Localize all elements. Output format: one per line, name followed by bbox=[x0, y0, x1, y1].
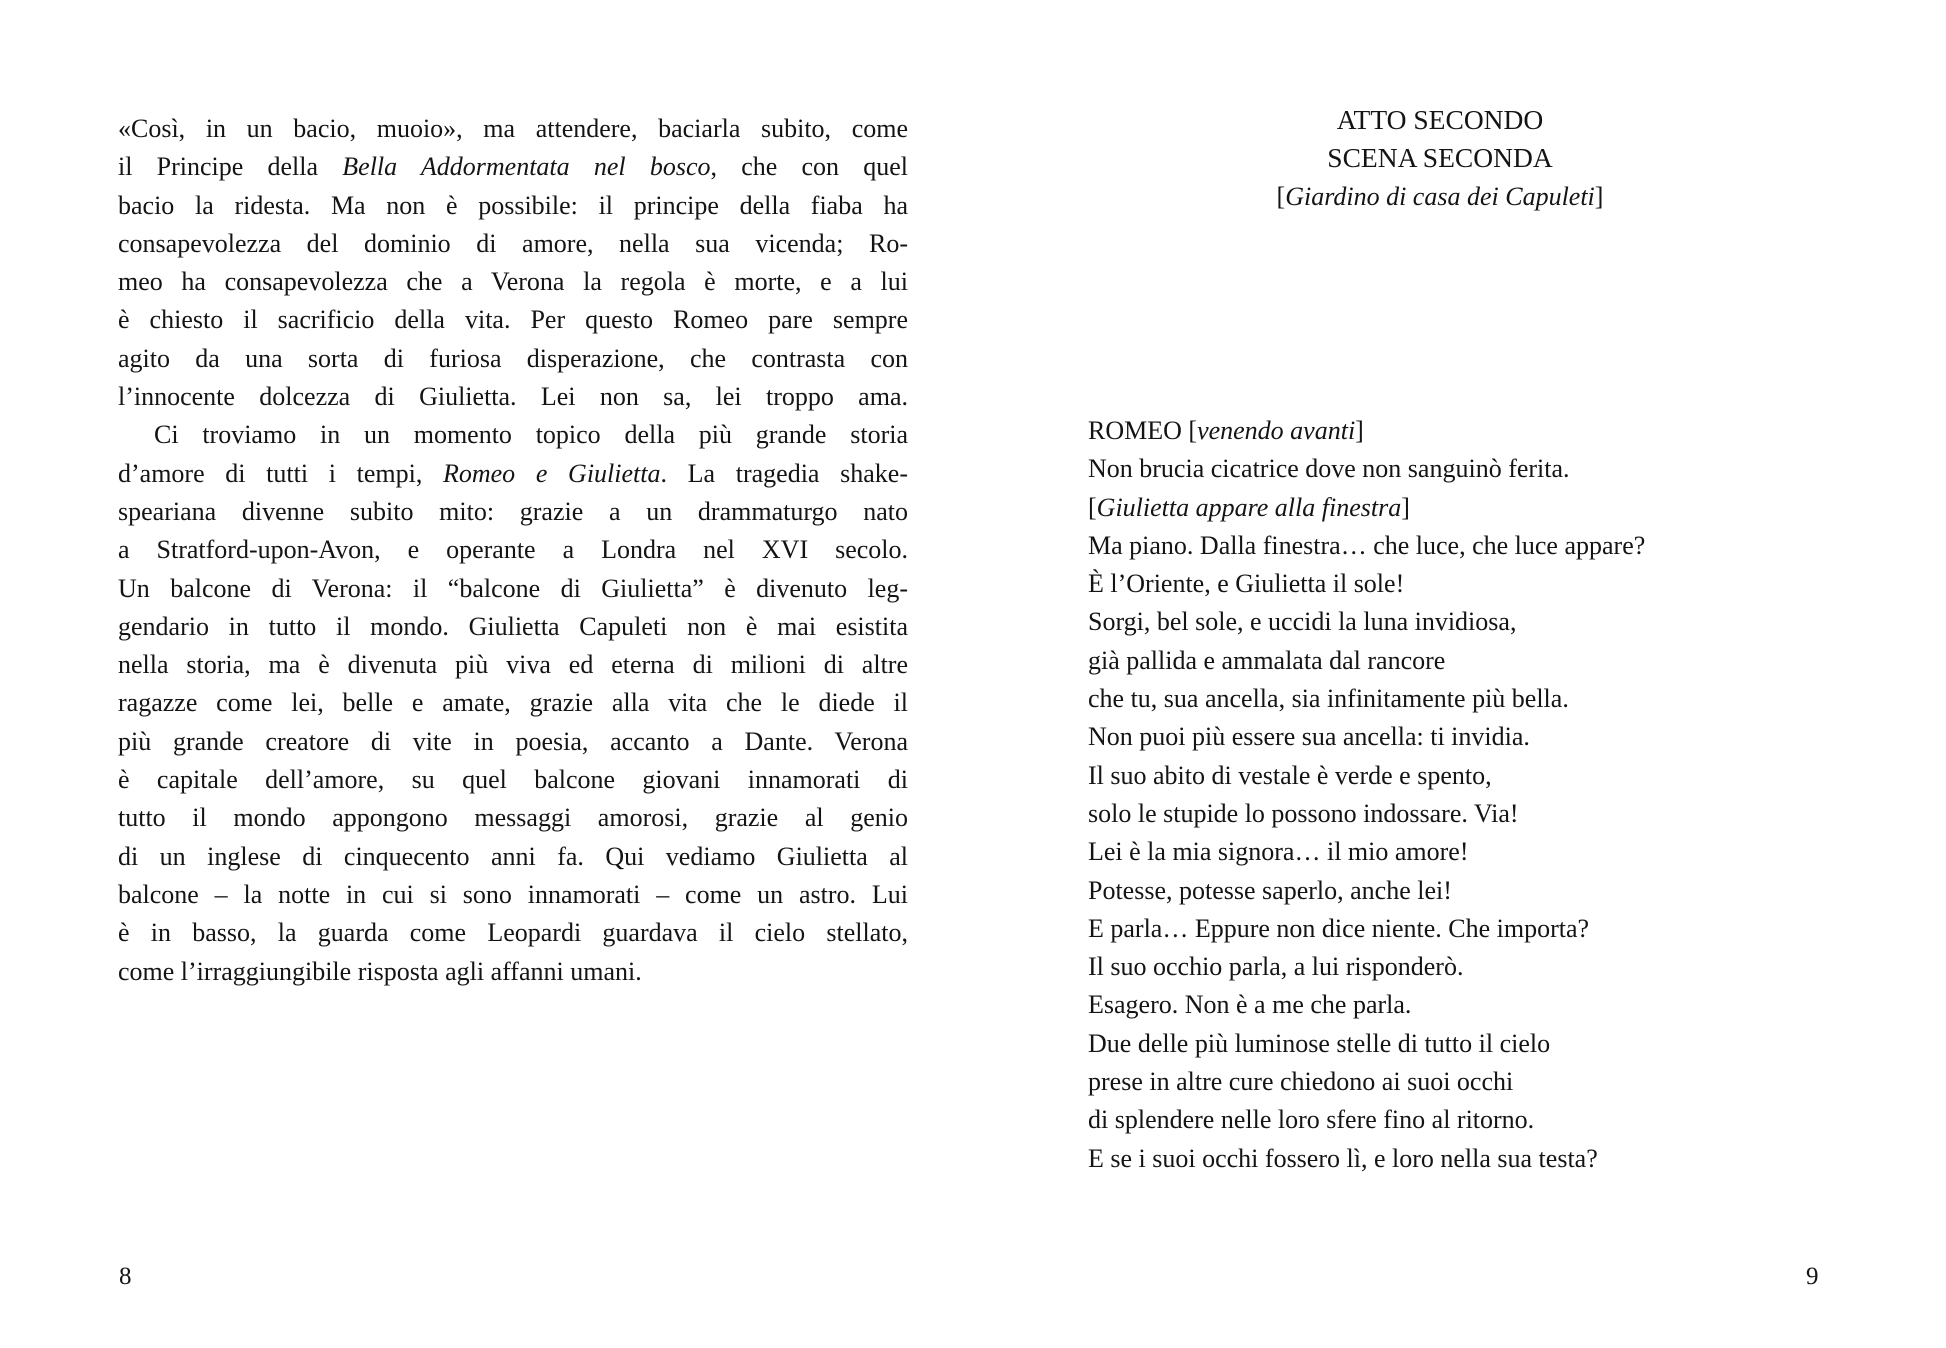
text-run: di splendere nelle loro sfere fino al ritorno. bbox=[1088, 1105, 1535, 1135]
italic-text: venendo avanti bbox=[1197, 416, 1356, 445]
text-run: «Così, in un bacio, muoio», ma attendere, baciarla subito, come bbox=[118, 114, 908, 143]
verse-line bbox=[1088, 603, 1908, 641]
prose-line bbox=[118, 301, 908, 339]
text-run: Due delle più luminose stelle di tutto il cielo bbox=[1088, 1028, 1551, 1058]
text-run: solo le stupide lo possono indossare. Via! bbox=[1088, 798, 1519, 828]
prose-line bbox=[118, 455, 908, 493]
page-number-left: 8 bbox=[119, 1263, 132, 1290]
text-run: [ bbox=[1276, 181, 1286, 211]
prose-line bbox=[118, 646, 908, 684]
verse-line bbox=[1088, 833, 1908, 871]
text-run: è chiesto il sacrificio della vita. Per questo Romeo pare sempre bbox=[118, 305, 908, 335]
prose-line bbox=[118, 608, 908, 646]
prose-line bbox=[118, 110, 908, 148]
verse-line bbox=[1088, 1140, 1908, 1178]
text-run: balcone – la notte in cui si sono innamorati – come un astro. Lui bbox=[118, 879, 908, 909]
text-run: E se i suoi occhi fossero lì, e loro nella sua testa? bbox=[1088, 1143, 1598, 1173]
verse-line bbox=[1088, 1025, 1908, 1063]
text-run: È l’Oriente, e Giulietta il sole! bbox=[1088, 569, 1405, 599]
stage-setting bbox=[973, 178, 1907, 216]
verse-line bbox=[1088, 872, 1908, 910]
prose-line bbox=[118, 953, 908, 991]
text-run: ] bbox=[1594, 181, 1604, 211]
prose-line bbox=[118, 416, 908, 454]
verse-line bbox=[1088, 795, 1908, 833]
text-run: ragazze come lei, belle e amate, grazie alla vita che le diede il bbox=[118, 688, 908, 718]
verse-line bbox=[1088, 1063, 1908, 1101]
text-run: a Stratford-upon-Avon, e operante a Londra nel XVI secolo. bbox=[118, 535, 908, 565]
text-run: il Principe della bbox=[118, 152, 343, 182]
prose-line bbox=[118, 723, 908, 761]
text-run: agito da una sorta di furiosa disperazione, che contrasta con bbox=[118, 343, 908, 373]
prose-line bbox=[118, 684, 908, 722]
text-run: Il suo occhio parla, a lui risponderò. bbox=[1088, 952, 1464, 982]
verse-line bbox=[1088, 527, 1908, 565]
prose-line bbox=[118, 876, 908, 914]
italic-text: Bella Addormentata nel bosco bbox=[342, 152, 711, 182]
text-run: Ci troviamo in un momento topico della più grande storia bbox=[154, 420, 908, 450]
text-run: di un inglese di cinquecento anni fa. Qui vediamo Giulietta al bbox=[118, 841, 908, 871]
prose-line bbox=[118, 225, 908, 263]
prose-line bbox=[118, 531, 908, 569]
text-run: più grande creatore di vite in poesia, accanto a Dante. Verona bbox=[118, 726, 908, 756]
text-run: gendario in tutto il mondo. Giulietta Capuleti non è mai esistita bbox=[118, 611, 908, 641]
text-run: prese in altre cure chiedono ai suoi occhi bbox=[1088, 1067, 1514, 1097]
text-run: d’amore di tutti i tempi, bbox=[118, 458, 443, 488]
text-run: ROMEO [ bbox=[1088, 416, 1198, 445]
text-run: che tu, sua ancella, sia infinitamente più bella. bbox=[1088, 684, 1569, 714]
prose-line bbox=[118, 263, 908, 301]
scene-title: SCENA SECONDA bbox=[1327, 142, 1553, 174]
text-run: Un balcone di Verona: il “balcone di Giulietta” è divenuto leg- bbox=[118, 573, 908, 603]
verse-line bbox=[1088, 412, 1908, 450]
verse-line bbox=[1088, 718, 1908, 756]
text-run: Non brucia cicatrice dove non sanguinò ferita. bbox=[1088, 454, 1570, 484]
text-run: nella storia, ma è divenuta più viva ed eterna di milioni di altre bbox=[118, 650, 908, 680]
verse-block bbox=[1088, 412, 1908, 1178]
text-run: Ma piano. Dalla finestra… che luce, che luce appare? bbox=[1088, 530, 1646, 560]
text-run: Il suo abito di vestale è verde e spento, bbox=[1088, 760, 1492, 790]
text-run: è in basso, la guarda come Leopardi guardava il cielo stellato, bbox=[118, 918, 908, 948]
act-title: ATTO SECONDO bbox=[1336, 104, 1544, 135]
prose-line bbox=[118, 570, 908, 608]
verse-line bbox=[1088, 948, 1908, 986]
text-run: Potesse, potesse saperlo, anche lei! bbox=[1088, 875, 1452, 905]
page-right bbox=[973, 0, 1946, 1348]
text-run: [ bbox=[1088, 492, 1097, 522]
scene-header bbox=[973, 101, 1907, 216]
text-run: meo ha consapevolezza che a Verona la regola è morte, e a lui bbox=[118, 267, 908, 297]
text-run: l’innocente dolcezza di Giulietta. Lei non sa, lei troppo ama. bbox=[118, 382, 908, 412]
text-run: Sorgi, bel sole, e uccidi la luna invidiosa, bbox=[1088, 607, 1517, 637]
text-run: è capitale dell’amore, su quel balcone giovani innamorati di bbox=[118, 765, 908, 795]
verse-line bbox=[1088, 450, 1908, 488]
text-run: . La tragedia shake- bbox=[660, 458, 908, 488]
page-number-right: 9 bbox=[1806, 1263, 1819, 1290]
verse-line bbox=[1088, 489, 1908, 527]
text-run: , che con quel bbox=[710, 152, 908, 182]
verse-line bbox=[1088, 757, 1908, 795]
prose-block bbox=[118, 110, 908, 991]
italic-text: Giardino di casa dei Capuleti bbox=[1285, 181, 1595, 211]
prose-line bbox=[118, 838, 908, 876]
prose-line bbox=[118, 340, 908, 378]
text-run: tutto il mondo appongono messaggi amorosi, grazie al genio bbox=[118, 803, 908, 833]
text-run: speariana divenne subito mito: grazie a un drammaturgo nato bbox=[118, 496, 908, 526]
verse-line bbox=[1088, 680, 1908, 718]
text-run: Lei è la mia signora… il mio amore! bbox=[1088, 837, 1469, 867]
text-run: ] bbox=[1401, 492, 1410, 522]
prose-line bbox=[118, 914, 908, 952]
text-run: Non puoi più essere sua ancella: ti invidia. bbox=[1088, 722, 1530, 752]
italic-text: Giulietta appare alla finestra bbox=[1096, 492, 1402, 522]
text-run: già pallida e ammalata dal rancore bbox=[1088, 645, 1446, 675]
text-run: consapevolezza del dominio di amore, nella sua vicenda; Ro- bbox=[118, 228, 908, 258]
prose-line bbox=[118, 187, 908, 225]
prose-line bbox=[118, 148, 908, 186]
text-run: Esagero. Non è a me che parla. bbox=[1088, 990, 1412, 1020]
verse-line bbox=[1088, 1101, 1908, 1139]
verse-line bbox=[1088, 642, 1908, 680]
prose-line bbox=[118, 761, 908, 799]
prose-line bbox=[118, 799, 908, 837]
verse-line bbox=[1088, 565, 1908, 603]
text-run: come l’irraggiungibile risposta agli affanni umani. bbox=[118, 956, 642, 986]
italic-text: Romeo e Giulietta bbox=[442, 458, 661, 488]
verse-line bbox=[1088, 986, 1908, 1024]
prose-line bbox=[118, 378, 908, 416]
verse-line bbox=[1088, 910, 1908, 948]
text-run: bacio la ridesta. Ma non è possibile: il principe della fiaba ha bbox=[118, 190, 908, 220]
prose-line bbox=[118, 493, 908, 531]
text-run: ] bbox=[1355, 416, 1364, 445]
text-run: E parla… Eppure non dice niente. Che importa? bbox=[1088, 913, 1590, 943]
